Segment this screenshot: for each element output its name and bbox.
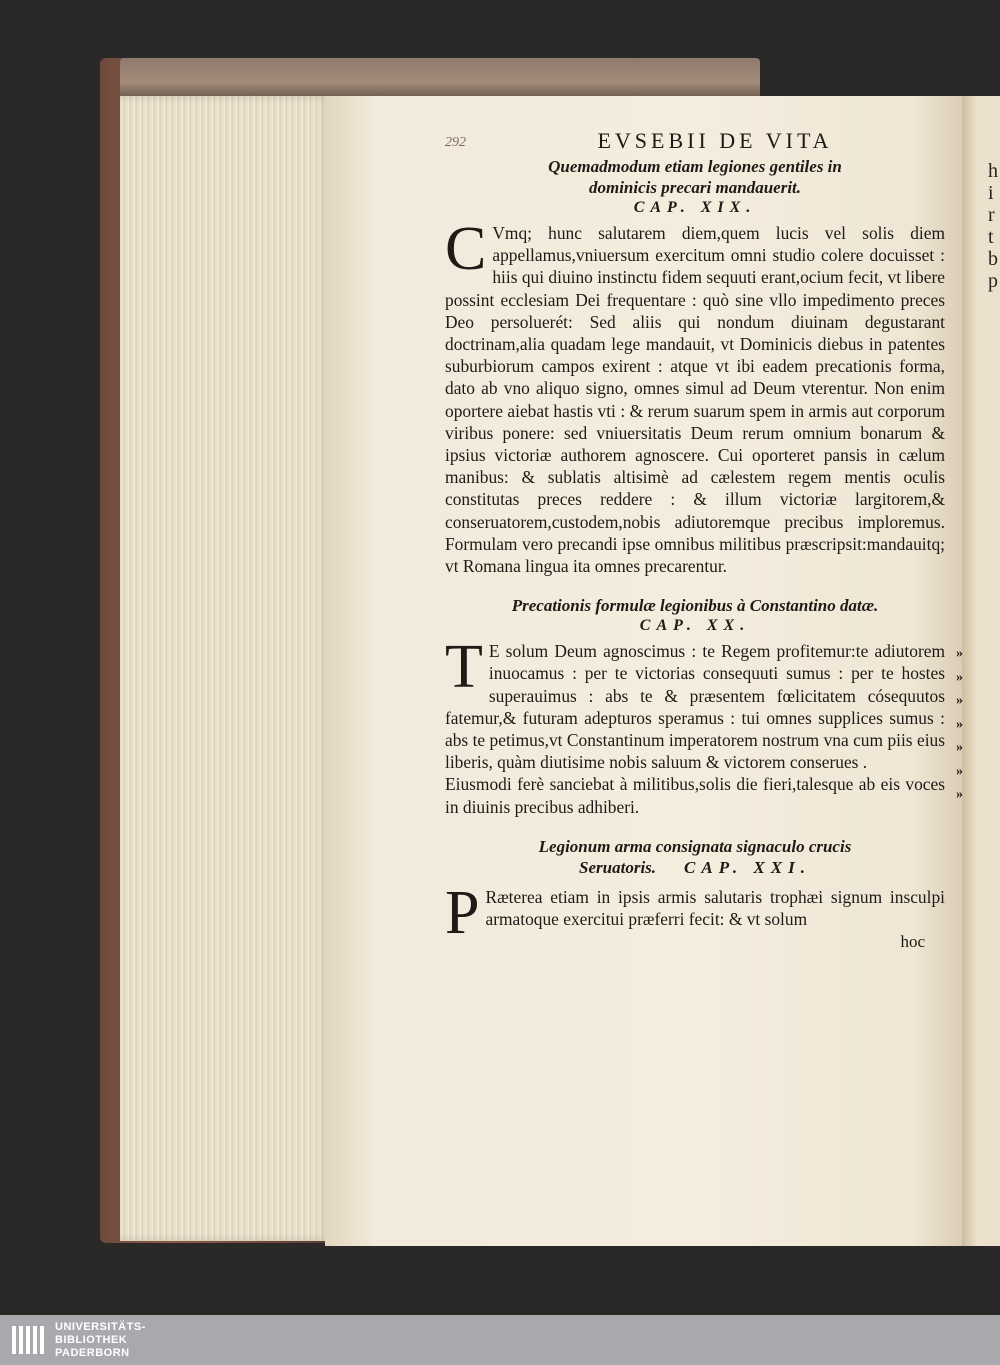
chapter19-heading-line1: Quemadmodum etiam legiones gentiles in [548, 157, 842, 176]
chapter20-paragraph [445, 633, 945, 773]
ghost-page-number: 292 [445, 135, 466, 150]
chapter21-dropcap: P [445, 878, 480, 947]
chapter20-heading: Precationis formulæ legionibus à Constantino datæ. [511, 596, 879, 616]
right-page-fragments: h i r t b p [988, 160, 998, 292]
chapter21-number: CAP. XXI. [684, 857, 811, 877]
book-cover-top-edge [120, 58, 760, 98]
library-name-line3: PADERBORN [55, 1347, 130, 1359]
library-logo-icon [10, 1320, 50, 1360]
chapter19-paragraph [445, 215, 945, 577]
chapter21-heading-line1: Legionum arma consignata signaculo crucis [538, 836, 852, 856]
chapter20-after-paragraph: Eiusmodi ferè sanciebat à militibus,solis die fieri,talesque ab eis voces in diuinis precibus adhiberi. [445, 774, 945, 817]
library-name-line1: UNIVERSITÄTS- [55, 1321, 146, 1333]
chapter19-heading-line2: dominicis precari mandauerit. [588, 178, 802, 197]
library-name-line2: BIBLIOTHEK [55, 1334, 128, 1346]
chapter19-text: Vmq; hunc salutarem diem,quem lucis vel solis diem appellamus,vniuersum exercitum omni studio colere docuisset : hiis qui diuino instinctu fidem sequuti erant,ocium fecit, vt libere possint ecclesiam Dei frequentare : quò sine vllo impedimento preces Deo persoluerét: Sed aliis qui nondum diuinam degustarant doctrinam,alia quadam lege mandauit, vt Dominicis diebus in patentes suburbiorum campos exirent : atque vt ibi eadem precationis forma, dato ab vno aliquo signo, omnes simul ad Deum vterentur. Non enim oportere aiebat hastis vti : & rerum suarum spem in armis aut corporum viribus ponere: sed vniuersitatis Deum rerum omnium bonarum & ipsius victoriæ authorem agnoscere. Cui oporteret pansis in cælum manibus: & sublatis altisimè ad cælestem regem mentis oculis constitutas preces reddere : & illum victoriæ largitorem,& conseruatorem,custodem,nobis adiutoremque precibus imploremus. Formulam vero precandi ipse omnibus militibus præscripsit:mandauitq; vt Romana lingua ita omnes precarentur. [445, 223, 945, 577]
library-footer-bar [0, 1315, 1000, 1365]
chapter19-number: CAP. XIX. [633, 199, 757, 216]
page-block-edges [120, 96, 332, 1241]
catchword: hoc [900, 932, 925, 952]
quotation-marks: » » » » » » » [956, 646, 963, 803]
chapter21-heading-line2-text: Seruatoris. [579, 857, 657, 877]
chapter21-text: Ræterea etiam in ipsis armis salutaris trophæi signum insculpi armatoque exercitui præferri fecit: & vt solum [485, 886, 945, 930]
page-text [445, 128, 963, 952]
running-head: EVSEBII DE VITA [597, 128, 833, 153]
library-name [55, 1321, 146, 1360]
chapter20-number: CAP. XX. [639, 617, 751, 635]
chapter21-heading-line2 [445, 857, 945, 878]
chapter20-text: E solum Deum agnoscimus : te Regem profitemur:te adiutorem inuocamus : per te victorias consequuti sumus : per te hostes superauimus : abs te & præsentem fœlicitatem cósequutos fatemur,& futuram adepturos speramus : tui omnes supplices sumus : abs te petimus,vt Constantinum imperatorem nostrum vna cum piis eius liberis, quàm diutisime nobis saluum & victorem conserues . [445, 641, 945, 773]
chapter19-dropcap: C [445, 215, 487, 283]
chapter20-dropcap: T [445, 633, 483, 702]
